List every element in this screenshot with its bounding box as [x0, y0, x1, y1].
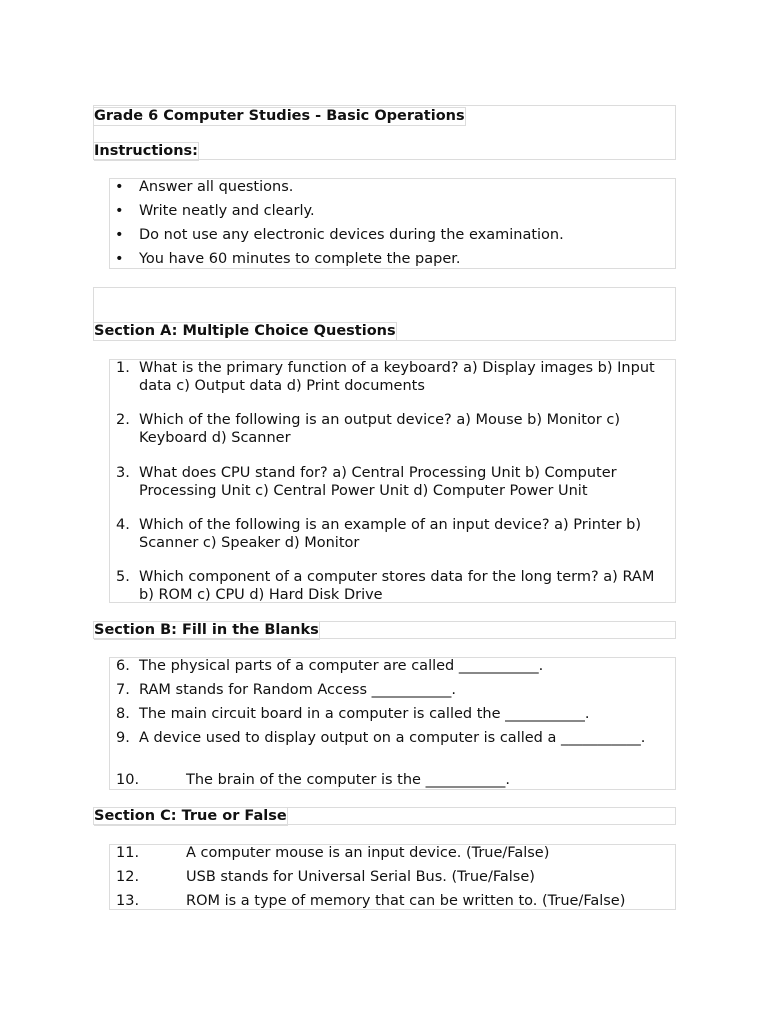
bullet-icon: • [115, 179, 124, 195]
section-c-header [93, 807, 676, 825]
document-title: Grade 6 Computer Studies - Basic Operations [94, 108, 465, 124]
section-a-header [93, 287, 676, 341]
instructions-list: • Answer all questions. • Write neatly and clearly. • Do not use any electronic devices during the examination. • You have 60 minutes to complete the paper. [109, 178, 676, 269]
bullet-icon: • [115, 203, 124, 219]
bullet-icon: • [115, 227, 124, 243]
section-c-title: Section C: True or False [94, 808, 287, 824]
section-b-questions: 6. The physical parts of a computer are called ___________. 7. RAM stands for Random Access ___________. 8. The main circuit board in a computer is called the ___________. 9. A device used to display output on a computer is called a ___________. 10. The brain of the computer is the ___________. [109, 657, 676, 790]
section-a-title: Section A: Multiple Choice Questions [94, 323, 396, 339]
instructions-label: Instructions: [94, 143, 198, 159]
header-box [93, 105, 676, 160]
section-b-title: Section B: Fill in the Blanks [94, 622, 319, 638]
section-a-questions: 1. What is the primary function of a keyboard? a) Display images b) Input data c) Output data d) Print documents 2. Which of the following is an output device? a) Mouse b) Monitor c) Keyboard d) Scanner 3. What does CPU stand for? a) Central Processing Unit b) Computer Processing Unit c) Central Power Unit d) Computer Power Unit 4. Which of the following is an example of an input device? a) Printer b) Scanner c) Speaker d) Monitor 5. Which component of a computer stores data for the long term? a) RAM b) ROM c) CPU d) Hard Disk Drive [109, 359, 676, 603]
bullet-icon: • [115, 251, 124, 267]
section-c-questions: 11. A computer mouse is an input device. (True/False) 12. USB stands for Universal Serial Bus. (True/False) 13. ROM is a type of memory that can be written to. (True/False) [109, 844, 676, 910]
section-b-header [93, 621, 676, 639]
